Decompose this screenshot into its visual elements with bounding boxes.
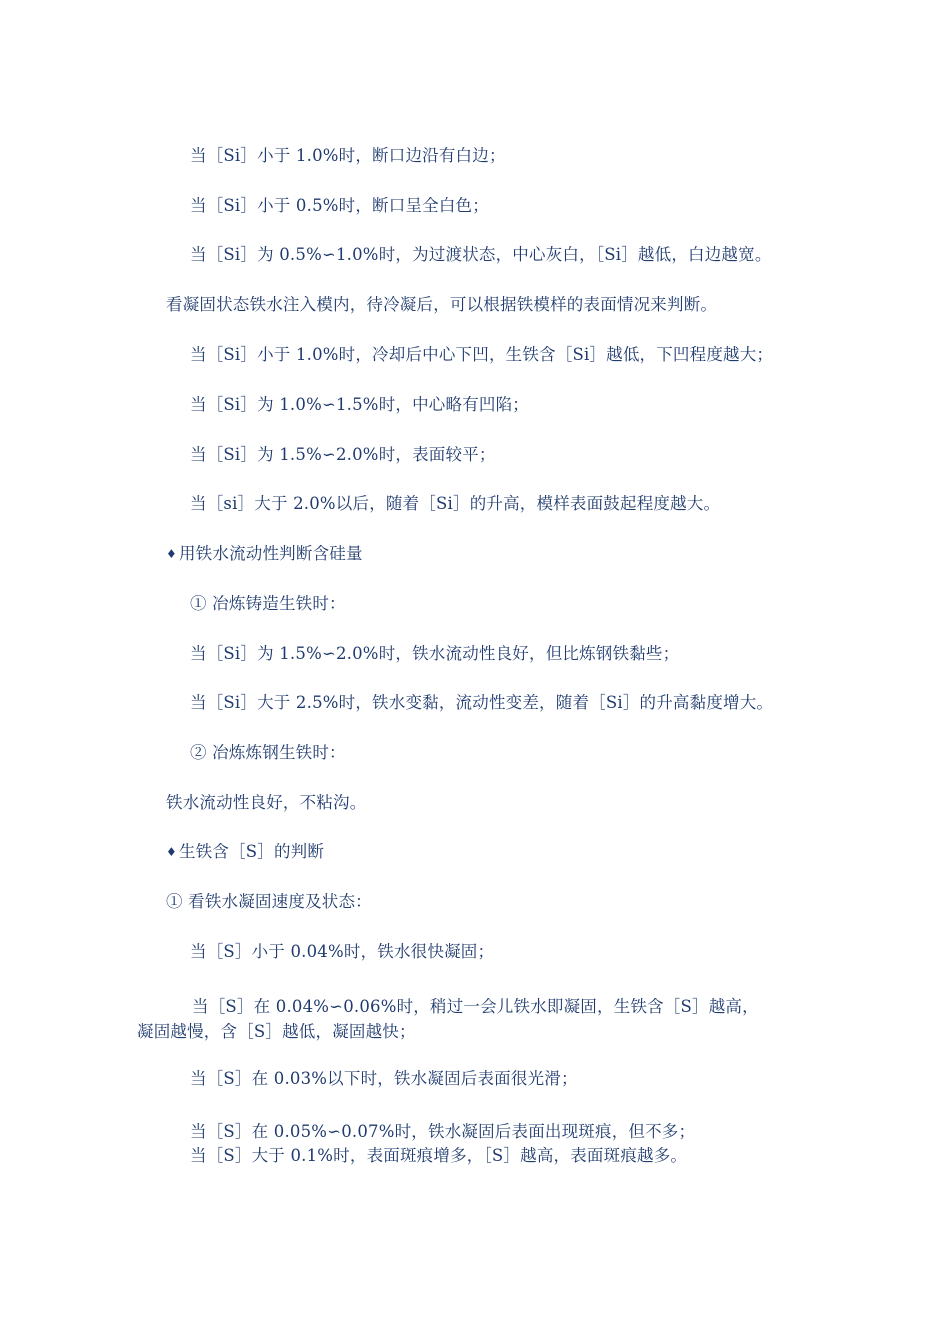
diamond-bullet-icon: ♦: [166, 845, 177, 859]
diamond-bullet-icon: ♦: [166, 547, 177, 561]
paragraph-si-less-05-fracture: 当［Si］小于 0.5%时，断口呈全白色；: [190, 196, 489, 215]
heading-sulfur-judgement-text: 生铁含［S］的判断: [178, 842, 325, 861]
paragraph-solidification-intro: 看凝固状态铁水注入模内，待冷凝后，可以根据铁模样的表面情况来判断。: [166, 295, 718, 314]
paragraph-s-less-004: 当［S］小于 0.04%时，铁水很快凝固；: [190, 942, 495, 961]
paragraph-s-004-006-line2: 凝固越慢，含［S］越低，凝固越快；: [137, 1022, 416, 1041]
paragraph-si-15-20: 当［Si］为 1.5%∽2.0%时，表面较平；: [190, 445, 496, 464]
paragraph-s-005-007: 当［S］在 0.05%∽0.07%时，铁水凝固后表面出现斑痕，但不多；: [190, 1122, 696, 1141]
paragraph-s-below-003: 当［S］在 0.03%以下时，铁水凝固后表面很光滑；: [190, 1069, 578, 1088]
paragraph-fluidity-good: 当［Si］为 1.5%∽2.0%时，铁水流动性良好，但比炼钢铁黏些；: [190, 644, 680, 663]
paragraph-steel-fluidity: 铁水流动性良好，不粘沟。: [166, 793, 367, 812]
heading-sulfur-judgement: [166, 840, 324, 864]
heading-fluidity-silicon-text: 用铁水流动性判断含硅量: [178, 544, 363, 563]
paragraph-si-less-1-concave: 当［Si］小于 1.0%时，冷却后中心下凹，生铁含［Si］越低，下凹程度越大；: [190, 345, 774, 364]
paragraph-si-greater-2: 当［si］大于 2.0%以后，随着［Si］的升高，模样表面鼓起程度越大。: [190, 494, 721, 513]
paragraph-si-transition: 当［Si］为 0.5%∽1.0%时，为过渡状态，中心灰白，［Si］越低，白边越宽。: [190, 245, 772, 264]
paragraph-s-greater-01: 当［S］大于 0.1%时，表面斑痕增多，［S］越高，表面斑痕越多。: [190, 1146, 688, 1165]
paragraph-si-less-1-fracture: 当［Si］小于 1.0%时，断口边沿有白边；: [190, 146, 506, 165]
subheading-steelmaking-iron: ② 冶炼炼钢生铁时：: [190, 743, 346, 762]
subheading-foundry-iron: ① 冶炼铸造生铁时：: [190, 594, 346, 613]
paragraph-si-1-15: 当［Si］为 1.0%∽1.5%时，中心略有凹陷；: [190, 395, 529, 414]
paragraph-s-004-006-line1: 当［S］在 0.04%∽0.06%时，稍过一会儿铁水即凝固，生铁含［S］越高，: [192, 997, 759, 1016]
heading-fluidity-silicon: [166, 542, 363, 566]
subheading-solidification-speed: ① 看铁水凝固速度及状态：: [166, 892, 372, 911]
paragraph-fluidity-viscous: 当［Si］大于 2.5%时，铁水变黏，流动性变差，随着［Si］的升高黏度增大。: [190, 693, 774, 712]
